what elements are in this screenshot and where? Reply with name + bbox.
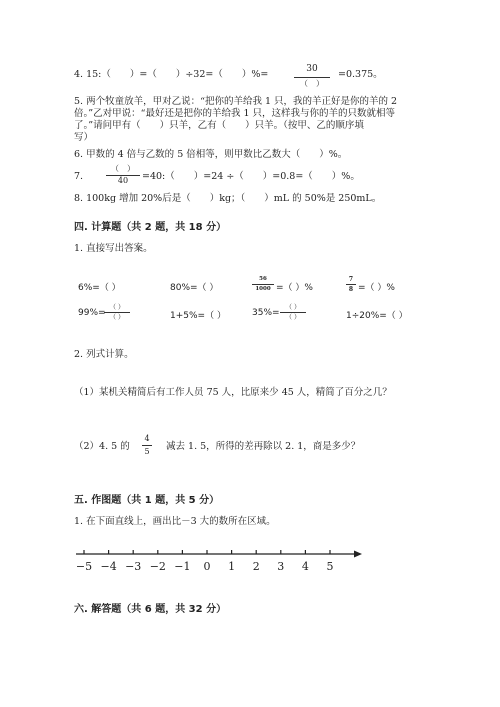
q4-fraction-den: （ ） <box>300 79 324 88</box>
section4-p2-b: 减去 1. 5，所得的差再除以 2. 1，商是多少？ <box>166 441 361 452</box>
calc-r2-a-num: （ ） <box>109 303 125 311</box>
section4-q2: 2. 列式计算。 <box>74 349 134 360</box>
q7-lead: 7. <box>74 171 84 182</box>
calc-r1-c-den: 1000 <box>255 286 271 292</box>
number-line-tick-label: 3 <box>277 560 285 573</box>
calc-r1-d-tail: =（ ）% <box>358 283 395 293</box>
number-line-tick-label: 4 <box>301 560 309 573</box>
number-line-tick-label: −3 <box>125 560 142 573</box>
q6-text: 6. 甲数的 4 倍与乙数的 5 倍相等，则甲数比乙数大（ ）%。 <box>74 149 348 160</box>
number-line-tick-label: −5 <box>75 560 93 573</box>
q5-line4: 写） <box>74 132 94 143</box>
number-line-arrow <box>354 551 362 558</box>
section6-title: 六. 解答题（共 6 题，共 32 分） <box>74 604 227 615</box>
number-line-tick-label: −4 <box>100 560 117 573</box>
calc-r2-c: 35%= <box>252 308 280 318</box>
p2-fraction-num: 4 <box>144 434 150 443</box>
number-line-tick-label: −1 <box>174 560 191 573</box>
section5-title: 五. 作图题（共 1 题，共 5 分） <box>74 495 220 506</box>
number-line-tick-label: 0 <box>203 560 211 573</box>
calc-r2-c-den: （ ） <box>285 313 301 321</box>
section4-q1: 1. 直接写出答案。 <box>74 243 153 254</box>
q7-fraction-num: （ ） <box>111 164 135 173</box>
p2-fraction-den: 5 <box>144 447 150 456</box>
calc-r2-a: 99%= <box>78 308 106 318</box>
calc-r1-c-tail: =（ ）% <box>276 283 313 293</box>
q4-text: 4. 15:（ ）=（ ）÷32=（ ）%= <box>74 69 269 80</box>
number-line-tick-label: −2 <box>149 560 166 573</box>
calc-r2-c-num: （ ） <box>285 303 301 311</box>
q4-text-right: =0.375。 <box>338 69 383 80</box>
q4-fraction-num: 30 <box>306 64 318 74</box>
section4-title: 四. 计算题（共 2 题，共 18 分） <box>74 222 227 233</box>
calc-r1-d-num: 7 <box>348 276 354 283</box>
section4-p1: （1）某机关精简后有工作人员 75 人，比原来少 45 人，精简了百分之几？ <box>74 387 392 398</box>
section4-p2-a: （2）4. 5 的 <box>74 441 130 452</box>
number-line-tick-label: 1 <box>228 560 236 573</box>
calc-r2-a-den: （ ） <box>109 313 125 321</box>
number-line-tick-label: 2 <box>252 560 260 573</box>
calc-r2-d: 1÷20%=（ ） <box>346 311 408 321</box>
calc-r2-b: 1+5%=（ ） <box>170 311 226 321</box>
calc-r1-c-num: 56 <box>259 276 267 282</box>
number-line-tick-label: 5 <box>326 560 334 573</box>
q8-text: 8. 100kg 增加 20%后是（ ）kg；（ ）mL 的 50%是 250mL。 <box>74 193 382 204</box>
calc-r1-a: 6%=（ ） <box>78 283 121 293</box>
q5-line1: 5. 两个牧童放羊，甲对乙说：“把你的羊给我 1 只，我的羊正好是你的羊的 2 <box>74 96 398 107</box>
q7-fraction-den: 40 <box>117 176 129 185</box>
calc-r1-d-den: 8 <box>348 286 354 293</box>
q5-line2: 倍。”乙对甲说：“最好还是把你的羊给我 1 只，这样我与你的羊的只数就相等 <box>74 108 396 119</box>
section5-q1: 1. 在下面直线上，画出比－3 大的数所在区域。 <box>74 516 276 527</box>
q5-line3: 了。”请问甲有（ ）只羊，乙有（ ）只羊。（按甲、乙的顺序填 <box>74 120 364 131</box>
q7-text: =40:（ ）=24 ÷（ ）=0.8=（ ）%。 <box>142 171 360 182</box>
calc-r1-b: 80%=（ ） <box>170 283 219 293</box>
